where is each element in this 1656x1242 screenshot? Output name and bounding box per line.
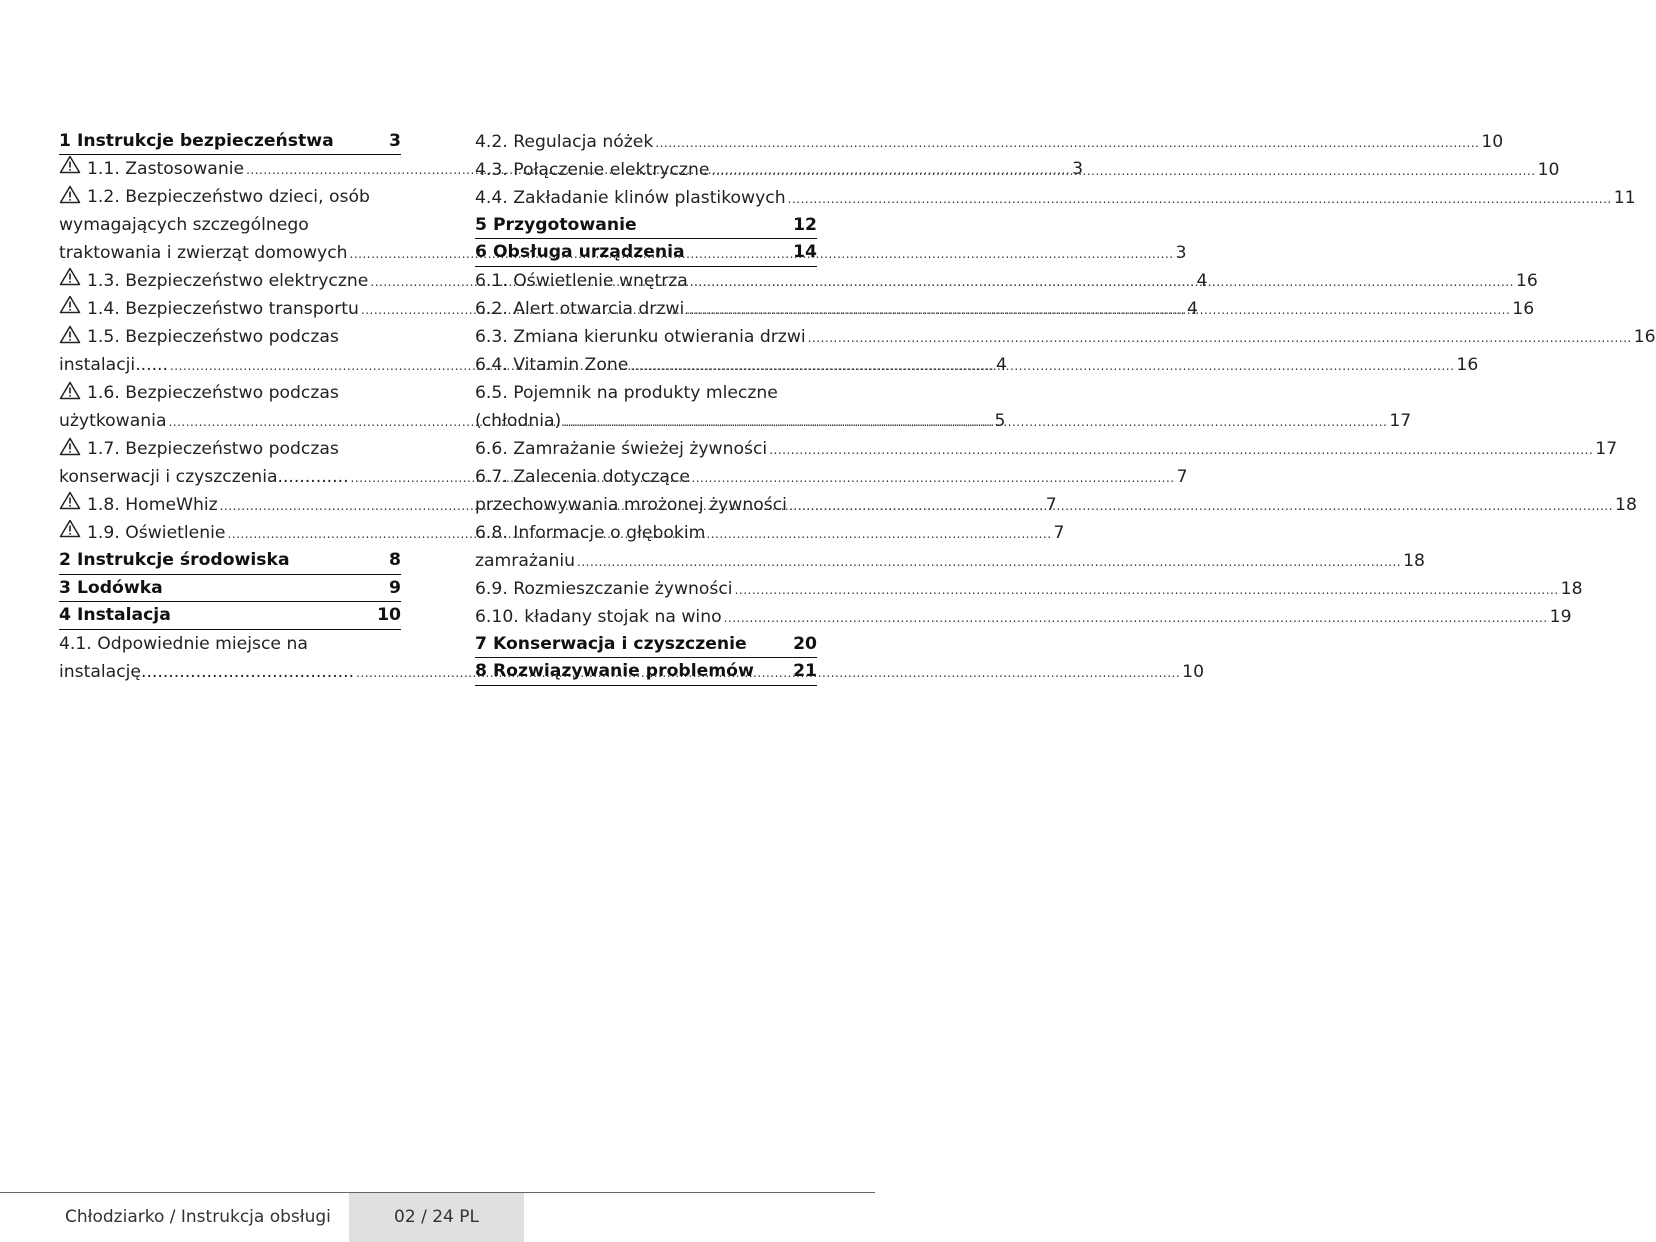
warning-icon	[59, 325, 81, 344]
toc-entry-right-13[interactable]	[475, 575, 1583, 603]
toc-page-number: 12	[793, 215, 817, 235]
toc-entry-text-line: 1.7. Bezpieczeństwo podczas	[59, 435, 401, 463]
toc-leader	[808, 324, 1632, 352]
toc-entry-title: 4.4. Zakładanie klinów plastikowych	[475, 188, 786, 208]
toc-entry-title: traktowania i zwierząt domowych	[59, 243, 348, 264]
toc-entry-right-0[interactable]	[475, 128, 1504, 156]
toc-right-column	[475, 128, 1656, 686]
toc-section-left-12[interactable]	[59, 602, 401, 629]
warning-icon	[59, 491, 81, 510]
toc-entry-right-14[interactable]	[475, 603, 1572, 631]
toc-page-number: 19	[1549, 606, 1572, 627]
toc-section-title: 1 Instrukcje bezpieczeństwa	[59, 131, 334, 151]
toc-section-title: 6 Obsługa urządzenia	[475, 242, 685, 263]
toc-page-number: 4	[1196, 271, 1208, 292]
toc-section-right-15[interactable]	[475, 631, 817, 658]
toc-leader	[789, 492, 1613, 520]
toc-section-left-10[interactable]	[59, 547, 401, 574]
toc-page-number: 8	[389, 550, 401, 571]
toc-entry-title: konserwacji i czyszczenia.............	[59, 467, 349, 488]
toc-section-right-4[interactable]	[475, 239, 817, 266]
toc-entry-title: przechowywania mrożonej żywności	[475, 494, 787, 515]
toc-section-right-16[interactable]	[475, 658, 817, 685]
toc-section-title: 2 Instrukcje środowiska	[59, 550, 290, 571]
toc-page-number: 18	[1403, 550, 1425, 571]
toc-entry-row	[475, 435, 1618, 463]
toc-leader	[655, 129, 1479, 157]
toc-entry-row	[475, 128, 1504, 156]
toc-page-number: 7	[1053, 523, 1065, 544]
toc-leader	[690, 268, 1514, 296]
toc-entry-title: 6.3. Zmiana kierunku otwierania drzwi	[475, 326, 806, 347]
toc-entry-title: zamrażaniu	[475, 550, 576, 571]
warning-icon	[59, 155, 81, 174]
toc-page-number: 7	[1045, 495, 1057, 516]
toc-entry-title: 1.8. HomeWhiz	[87, 495, 218, 516]
warning-icon	[59, 381, 81, 400]
toc-entry-right-8[interactable]	[475, 351, 1479, 379]
toc-section-right-3[interactable]	[475, 212, 817, 239]
toc-leader	[577, 548, 1401, 576]
toc-entry-right-2[interactable]	[475, 184, 1636, 212]
toc-entry-title: 1.9. Oświetlenie	[87, 523, 226, 544]
warning-icon	[59, 185, 81, 204]
toc-leader	[788, 185, 1612, 213]
warning-icon	[59, 295, 81, 314]
toc-entry-right-1[interactable]	[475, 156, 1560, 184]
toc-entry-right-6[interactable]	[475, 295, 1535, 323]
toc-entry-text-line: 1.6. Bezpieczeństwo podczas	[59, 379, 401, 407]
toc-entry-row	[475, 575, 1583, 603]
toc-page-number: 10	[1537, 160, 1560, 180]
toc-page-number: 16	[1515, 270, 1538, 291]
toc-leader	[712, 157, 1536, 185]
toc-entry-title: 6.10. kładany stojak na wino	[475, 606, 722, 627]
toc-page-number: 18	[1615, 494, 1637, 515]
toc-section-title: 3 Lodówka	[59, 577, 163, 598]
toc-page-number: 16	[1512, 298, 1535, 319]
toc-entry-text-line: 4.1. Odpowiednie miejsce na	[59, 633, 308, 654]
toc-entry-text-line: wymagających szczególnego	[59, 215, 309, 236]
toc-page-number: 10	[1481, 132, 1504, 152]
warning-icon	[59, 267, 81, 286]
toc-page-number: 4	[1186, 299, 1198, 320]
toc-page-number: 20	[793, 633, 817, 654]
toc-section-title: 7 Konserwacja i czyszczenie	[475, 633, 747, 654]
toc-entry-right-11[interactable]	[475, 463, 1637, 519]
toc-entry-title: 6.2. Alert otwarcia drzwi	[475, 298, 685, 319]
warning-icon	[59, 519, 81, 538]
toc-page-number: 10	[377, 605, 401, 626]
toc-section-title: 5 Przygotowanie	[475, 215, 637, 235]
toc-leader	[724, 604, 1548, 632]
toc-leader	[630, 352, 1454, 380]
toc-page-number: 10	[1182, 661, 1205, 682]
toc-page-number: 3	[1175, 243, 1187, 264]
toc-entry-title: 6.4. Vitamin Zone	[475, 354, 629, 375]
toc-entry-row	[475, 295, 1535, 323]
toc-leader	[735, 576, 1559, 604]
toc-page-number: 17	[1595, 438, 1618, 459]
toc-page-number: 9	[389, 577, 401, 598]
toc-page-number: 5	[994, 411, 1006, 432]
toc-entry-row	[475, 156, 1560, 184]
toc-section-title: 4 Instalacja	[59, 605, 171, 626]
toc-entry-right-12[interactable]	[475, 519, 1425, 575]
toc-entry-title: 1.3. Bezpieczeństwo elektryczne	[87, 271, 369, 292]
toc-entry-right-5[interactable]	[475, 267, 1538, 295]
toc-entry-text-line: 6.7. Zalecenia dotyczące	[475, 466, 690, 487]
footer-title: Chłodziarko / Instrukcja obsługi	[65, 1207, 331, 1227]
toc-entry-title: użytkowania	[59, 411, 167, 432]
toc-entry-row	[475, 547, 1425, 575]
toc-entry-title: 1.1. Zastosowanie	[87, 159, 245, 180]
toc-leader	[563, 408, 1387, 436]
toc-page-number: 21	[793, 661, 817, 682]
toc-page-number: 7	[1176, 467, 1188, 488]
toc-section-title: 8 Rozwiązywanie problemów	[475, 661, 754, 682]
toc-leader	[686, 296, 1510, 324]
toc-page-number: 16	[1633, 326, 1656, 347]
toc-entry-right-7[interactable]	[475, 323, 1656, 351]
page-footer	[0, 1192, 875, 1242]
warning-icon	[59, 437, 81, 456]
toc-entry-title: 6.1. Oświetlenie wnętrza	[475, 270, 688, 291]
toc-entry-row	[475, 351, 1479, 379]
toc-entry-row	[475, 491, 1637, 519]
toc-entry-text-line: 6.8. Informacje o głębokim	[475, 522, 706, 543]
toc-entry-title: 4.3. Połączenie elektryczne	[475, 160, 710, 180]
toc-page-number: 16	[1456, 354, 1479, 375]
toc-page-number: 3	[389, 131, 401, 151]
toc-entry-title: 1.4. Bezpieczeństwo transportu	[87, 299, 359, 320]
toc-entry-title: (chłodnia)	[475, 410, 562, 431]
toc-entry-title: 6.9. Rozmieszczanie żywności	[475, 578, 733, 599]
toc-entry-text-line: 6.5. Pojemnik na produkty mleczne	[475, 382, 778, 403]
toc-page-number: 14	[793, 242, 817, 263]
toc-page-number: 4	[996, 355, 1007, 376]
toc-page-number: 18	[1560, 578, 1583, 599]
toc-entry-text-line: 1.2. Bezpieczeństwo dzieci, osób	[59, 183, 401, 211]
toc-page-number: 11	[1613, 188, 1636, 208]
toc-entry-title: instalację.......................................	[59, 661, 355, 682]
toc-entry-title: 6.6. Zamrażanie świeżej żywności	[475, 438, 768, 459]
toc-entry-row	[475, 407, 1412, 435]
toc-entry-row	[475, 267, 1538, 295]
toc-entry-row	[475, 603, 1572, 631]
toc-page-number: 17	[1389, 410, 1412, 431]
toc-entry-title: instalacji......	[59, 355, 168, 376]
footer-page-number: 02 / 24 PL	[349, 1193, 524, 1242]
toc-entry-row	[475, 184, 1636, 212]
toc-entry-right-9[interactable]	[475, 379, 1412, 435]
toc-section-left-0[interactable]	[59, 128, 401, 155]
toc-page-number: 3	[1072, 159, 1084, 180]
toc-entry-right-10[interactable]	[475, 435, 1618, 463]
toc-leader	[769, 436, 1593, 464]
toc-entry-title: 4.2. Regulacja nóżek	[475, 132, 654, 152]
toc-section-left-11[interactable]	[59, 575, 401, 602]
toc-entry-row	[475, 323, 1656, 351]
toc-entry-text-line: 1.5. Bezpieczeństwo podczas	[59, 323, 401, 351]
